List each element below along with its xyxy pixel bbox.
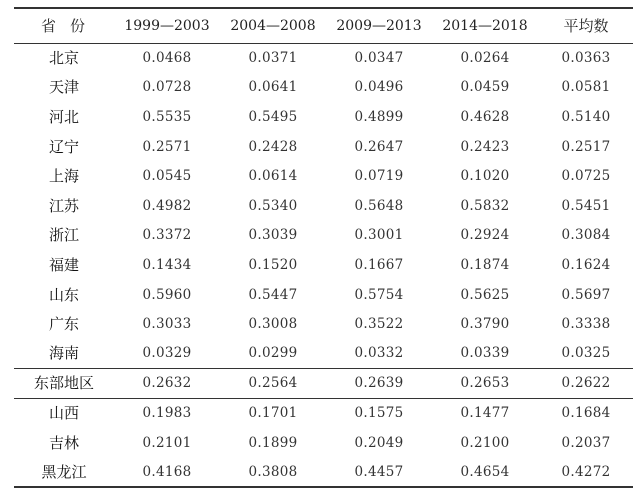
cell-value: 0.1667 xyxy=(354,256,404,273)
cell-value: 0.5625 xyxy=(460,286,510,303)
data-table-container xyxy=(14,7,622,488)
table-row xyxy=(14,457,633,487)
cell-value: 0.0719 xyxy=(354,168,404,185)
cell-value: 0.0347 xyxy=(354,50,404,67)
cell-average: 0.1624 xyxy=(561,256,611,273)
header-period-3: 2009—2013 xyxy=(326,8,432,43)
table-row xyxy=(14,428,633,458)
cell-value: 0.2632 xyxy=(114,369,220,399)
cell-province: 黑龙江 xyxy=(14,457,114,487)
cell-average: 0.3084 xyxy=(561,227,611,244)
cell-value: 0.1434 xyxy=(142,256,192,273)
cell-average: 0.2037 xyxy=(561,434,611,451)
cell-average: 0.0363 xyxy=(561,50,611,67)
cell-value: 0.2100 xyxy=(460,434,510,451)
cell-average: 0.2517 xyxy=(561,138,611,155)
cell-value: 0.2924 xyxy=(460,227,510,244)
cell-value: 0.1874 xyxy=(460,256,510,273)
cell-value: 0.3790 xyxy=(460,316,510,333)
cell-value: 0.3001 xyxy=(354,227,404,244)
cell-average: 0.0581 xyxy=(561,79,611,96)
cell-value: 0.0371 xyxy=(248,50,298,67)
cell-province: 广东 xyxy=(48,315,79,334)
cell-value: 0.3008 xyxy=(248,316,298,333)
header-period-4: 2014—2018 xyxy=(432,8,538,43)
header-period-2: 2004—2008 xyxy=(220,8,326,43)
cell-value: 0.0339 xyxy=(460,345,510,362)
cell-value: 0.1020 xyxy=(460,168,510,185)
cell-value: 0.5832 xyxy=(460,197,510,214)
cell-value: 0.5340 xyxy=(248,197,298,214)
header-row xyxy=(14,8,633,43)
cell-region: 东部地区 xyxy=(14,369,114,399)
cell-value: 0.2423 xyxy=(460,138,510,155)
cell-value: 0.0728 xyxy=(142,79,192,96)
cell-value: 0.0496 xyxy=(354,79,404,96)
summary-row xyxy=(14,369,633,399)
cell-province: 江苏 xyxy=(48,196,79,215)
table-row xyxy=(14,132,633,162)
cell-average: 0.3338 xyxy=(561,316,611,333)
header-average: 平均数 xyxy=(538,8,633,43)
cell-value: 0.2101 xyxy=(142,434,192,451)
header-province: 省份 xyxy=(14,8,114,43)
cell-value: 0.0641 xyxy=(248,79,298,96)
cell-value: 0.5960 xyxy=(142,286,192,303)
cell-value: 0.3039 xyxy=(248,227,298,244)
cell-value: 0.3033 xyxy=(142,316,192,333)
cell-province: 海南 xyxy=(48,344,79,363)
cell-average: 0.4272 xyxy=(538,457,633,487)
cell-value: 0.2571 xyxy=(142,138,192,155)
table-row xyxy=(14,102,633,132)
table-body xyxy=(14,43,633,487)
cell-province: 山西 xyxy=(48,404,79,423)
cell-value: 0.5754 xyxy=(354,286,404,303)
cell-province: 河北 xyxy=(48,107,79,126)
table-row xyxy=(14,250,633,280)
cell-average: 0.5451 xyxy=(561,197,611,214)
cell-average: 0.0325 xyxy=(561,345,611,362)
table-row xyxy=(14,280,633,310)
cell-province: 北京 xyxy=(48,49,79,68)
cell-value: 0.2639 xyxy=(326,369,432,399)
cell-value: 0.0459 xyxy=(460,79,510,96)
cell-value: 0.1477 xyxy=(460,405,510,422)
cell-value: 0.4168 xyxy=(114,457,220,487)
cell-value: 0.2049 xyxy=(354,434,404,451)
cell-province: 浙江 xyxy=(48,226,79,245)
cell-value: 0.4982 xyxy=(142,197,192,214)
cell-value: 0.0614 xyxy=(248,168,298,185)
cell-value: 0.4628 xyxy=(460,108,510,125)
header-period-1: 1999—2003 xyxy=(114,8,220,43)
cell-value: 0.4654 xyxy=(432,457,538,487)
cell-value: 0.3522 xyxy=(354,316,404,333)
cell-value: 0.1899 xyxy=(248,434,298,451)
cell-value: 0.4899 xyxy=(354,108,404,125)
cell-value: 0.4457 xyxy=(326,457,432,487)
cell-value: 0.2653 xyxy=(432,369,538,399)
cell-province: 上海 xyxy=(48,167,79,186)
table-row xyxy=(14,191,633,221)
cell-value: 0.2647 xyxy=(354,138,404,155)
table-row xyxy=(14,161,633,191)
table-row xyxy=(14,339,633,369)
cell-value: 0.5447 xyxy=(248,286,298,303)
cell-average: 0.2622 xyxy=(538,369,633,399)
cell-average: 0.0725 xyxy=(561,168,611,185)
cell-province: 吉林 xyxy=(48,433,79,452)
data-table xyxy=(14,7,633,488)
cell-value: 0.0329 xyxy=(142,345,192,362)
cell-value: 0.5495 xyxy=(248,108,298,125)
table-row xyxy=(14,309,633,339)
cell-value: 0.0264 xyxy=(460,50,510,67)
cell-value: 0.1983 xyxy=(142,405,192,422)
table-row xyxy=(14,221,633,251)
cell-value: 0.3808 xyxy=(220,457,326,487)
cell-province: 福建 xyxy=(48,255,79,274)
cell-province: 辽宁 xyxy=(48,137,79,156)
cell-province: 山东 xyxy=(48,285,79,304)
cell-value: 0.5648 xyxy=(354,197,404,214)
table-row xyxy=(14,43,633,73)
cell-value: 0.5535 xyxy=(142,108,192,125)
cell-value: 0.2428 xyxy=(248,138,298,155)
cell-value: 0.0545 xyxy=(142,168,192,185)
table-header xyxy=(14,8,633,43)
cell-value: 0.1701 xyxy=(248,405,298,422)
cell-average: 0.5140 xyxy=(561,108,611,125)
cell-value: 0.0332 xyxy=(354,345,404,362)
table-row xyxy=(14,73,633,103)
table-row xyxy=(14,398,633,428)
cell-average: 0.5697 xyxy=(561,286,611,303)
cell-province: 天津 xyxy=(48,78,79,97)
cell-value: 0.2564 xyxy=(220,369,326,399)
cell-value: 0.1575 xyxy=(354,405,404,422)
cell-value: 0.0468 xyxy=(142,50,192,67)
cell-average: 0.1684 xyxy=(561,405,611,422)
cell-value: 0.0299 xyxy=(248,345,298,362)
cell-value: 0.3372 xyxy=(142,227,192,244)
cell-value: 0.1520 xyxy=(248,256,298,273)
